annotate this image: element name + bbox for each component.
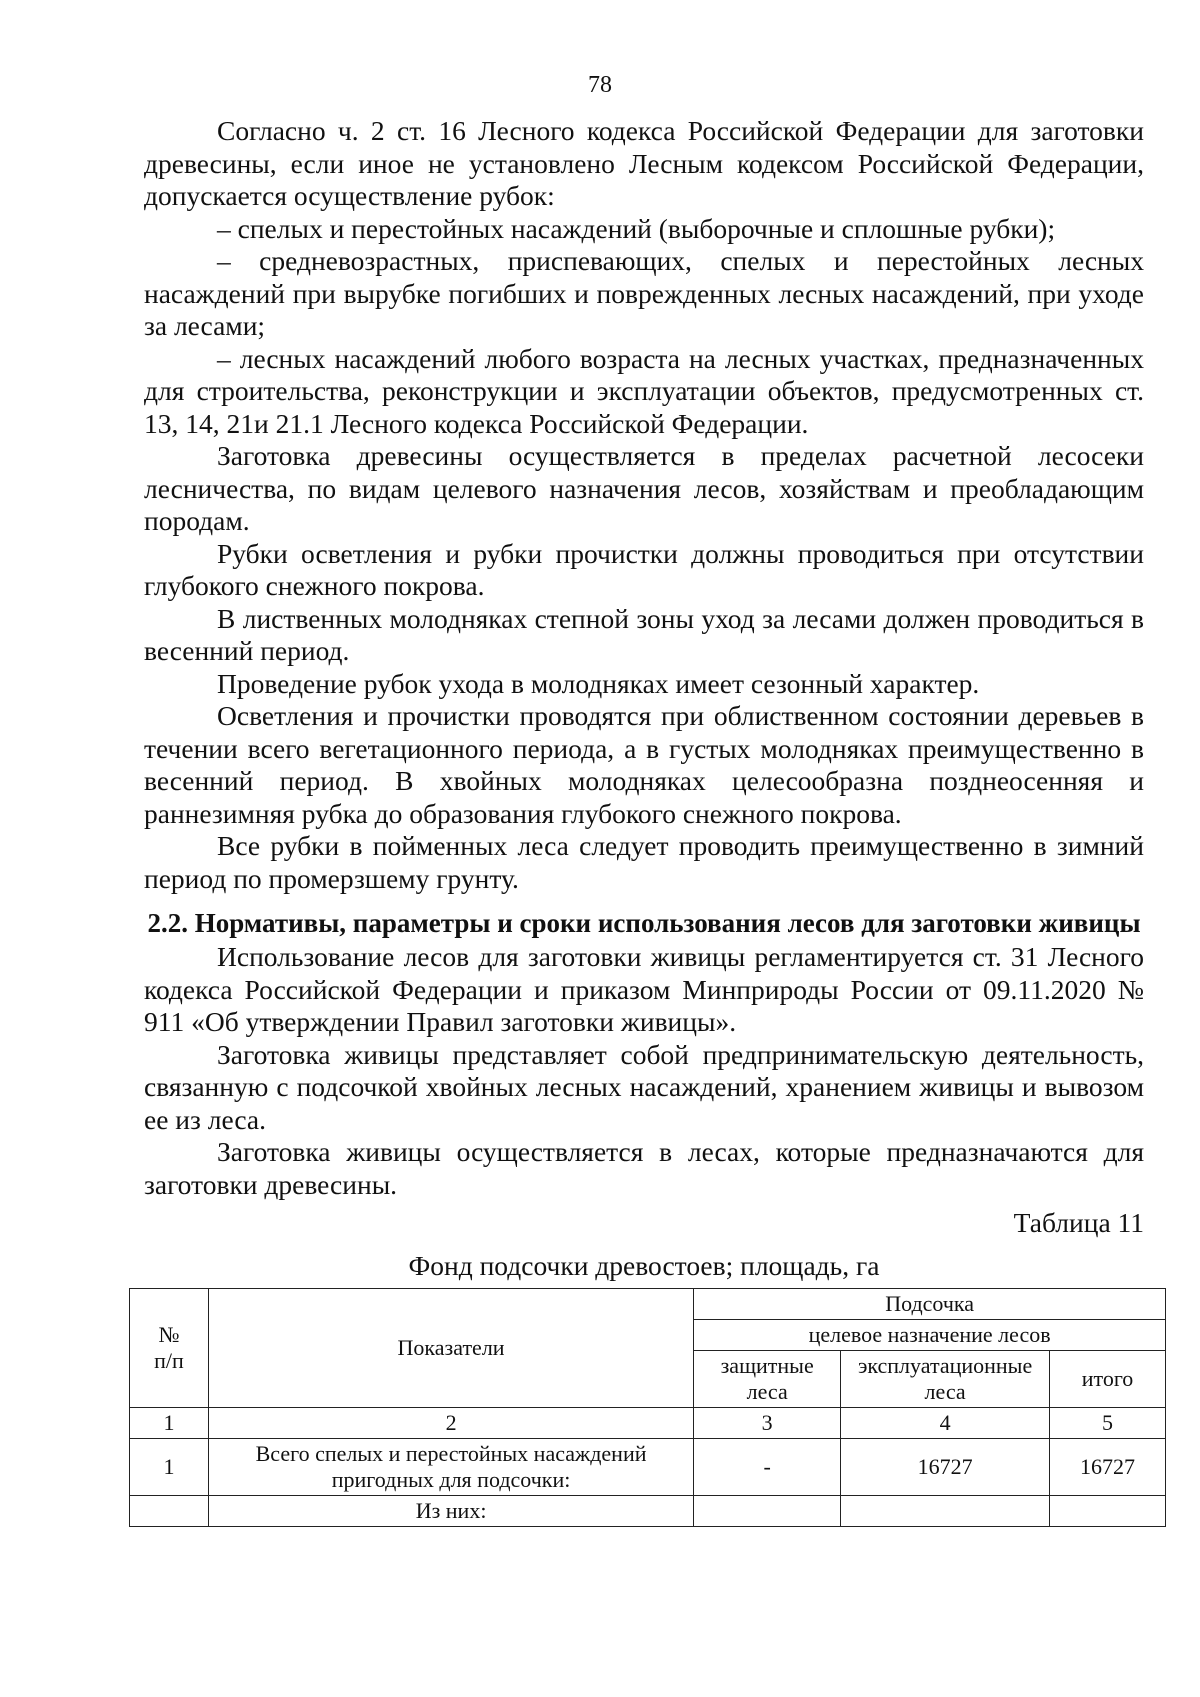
- document-body: [144, 115, 1144, 1527]
- section-heading: 2.2. Нормативы, параметры и сроки использования лесов для заготовки живицы: [147, 908, 1141, 938]
- list-item: – лесных насаждений любого возраста на лесных участках, предназначенных для строительства, реконструкции и эксплуатации объектов, предусмотренных ст. 13, 14, 21и 21.1 Лесного кодекса Российской Федерации.: [144, 342, 1144, 439]
- row-total: [1050, 1496, 1166, 1527]
- paragraph: Проведение рубок ухода в молодняках имеет сезонный характер.: [217, 667, 980, 699]
- row-exploitation: 16727: [841, 1439, 1050, 1496]
- row-exploitation: [841, 1496, 1050, 1527]
- list-item: – средневозрастных, приспевающих, спелых и перестойных лесных насаждений при вырубке погибших и поврежденных лесных насаждений, при уходе за лесами;: [144, 245, 1144, 341]
- row-total: 16727: [1050, 1439, 1166, 1496]
- column-number: 2: [208, 1408, 693, 1439]
- column-number: 1: [130, 1408, 209, 1439]
- row-indicator: Из них:: [208, 1496, 693, 1527]
- paragraph: Использование лесов для заготовки живицы регламентируется ст. 31 Лесного кодекса Российской Федерации и приказом Минприроды России от 09.11.2020 № 911 «Об утверждении Правил заготовки живицы».: [144, 941, 1144, 1037]
- paragraph: Заготовка древесины осуществляется в пределах расчетной лесосеки лесничества, по видам целевого назначения лесов, хозяйствам и преобладающим породам.: [144, 440, 1144, 536]
- paragraph: Осветления и прочистки проводятся при облиственном состоянии деревьев в течении всего вегетационного периода, а в густых молодняках преимущественно в весенний период. В хвойных молодняках целесообразна позднеосенняя и раннезимняя рубка до образования глубокого снежного покрова.: [144, 700, 1144, 829]
- column-number: 3: [694, 1408, 841, 1439]
- column-number: 5: [1050, 1408, 1166, 1439]
- row-num: 1: [130, 1439, 209, 1496]
- header-exploitation: эксплуатационные леса: [841, 1351, 1050, 1408]
- header-num: № п/п: [130, 1289, 209, 1408]
- header-indicators: Показатели: [208, 1289, 693, 1408]
- column-number-row: [130, 1408, 1166, 1439]
- row-indicator: Всего спелых и перестойных насаждений пригодных для подсочки:: [208, 1439, 693, 1496]
- paragraph: Заготовка живицы представляет собой предпринимательскую деятельность, связанную с подсочкой хвойных лесных насаждений, хранением живицы и вывозом ее из леса.: [144, 1038, 1144, 1135]
- paragraph: Заготовка живицы осуществляется в лесах, которые предназначаются для заготовки древесины.: [144, 1136, 1144, 1200]
- table-row: [130, 1496, 1166, 1527]
- table-row: [130, 1439, 1166, 1496]
- paragraph: В лиственных молодняках степной зоны уход за лесами должен проводиться в весенний период.: [144, 602, 1144, 666]
- table-title: Фонд подсочки древостоев; площадь, га: [408, 1249, 880, 1281]
- column-number: 4: [841, 1408, 1050, 1439]
- row-num: [130, 1496, 209, 1527]
- paragraph: Рубки осветления и рубки прочистки должны проводиться при отсутствии глубокого снежного покрова.: [144, 537, 1144, 601]
- header-protective: защитные леса: [694, 1351, 841, 1408]
- resin-fund-table: [129, 1288, 1166, 1527]
- page-number: 78: [588, 72, 612, 98]
- row-protective: [694, 1496, 841, 1527]
- paragraph: Согласно ч. 2 ст. 16 Лесного кодекса Российской Федерации для заготовки древесины, если иное не установлено Лесным кодексом Российской Федерации, допускается осуществление рубок:: [144, 115, 1144, 211]
- row-protective: -: [694, 1439, 841, 1496]
- paragraph: Все рубки в пойменных леса следует проводить преимущественно в зимний период по промерзшему грунту.: [144, 830, 1144, 894]
- header-total: итого: [1050, 1351, 1166, 1408]
- list-item: – спелых и перестойных насаждений (выборочные и сплошные рубки);: [217, 212, 1056, 244]
- header-subgroup: целевое назначение лесов: [694, 1320, 1166, 1351]
- header-group: Подсочка: [694, 1289, 1166, 1320]
- table-label: Таблица 11: [1013, 1207, 1144, 1238]
